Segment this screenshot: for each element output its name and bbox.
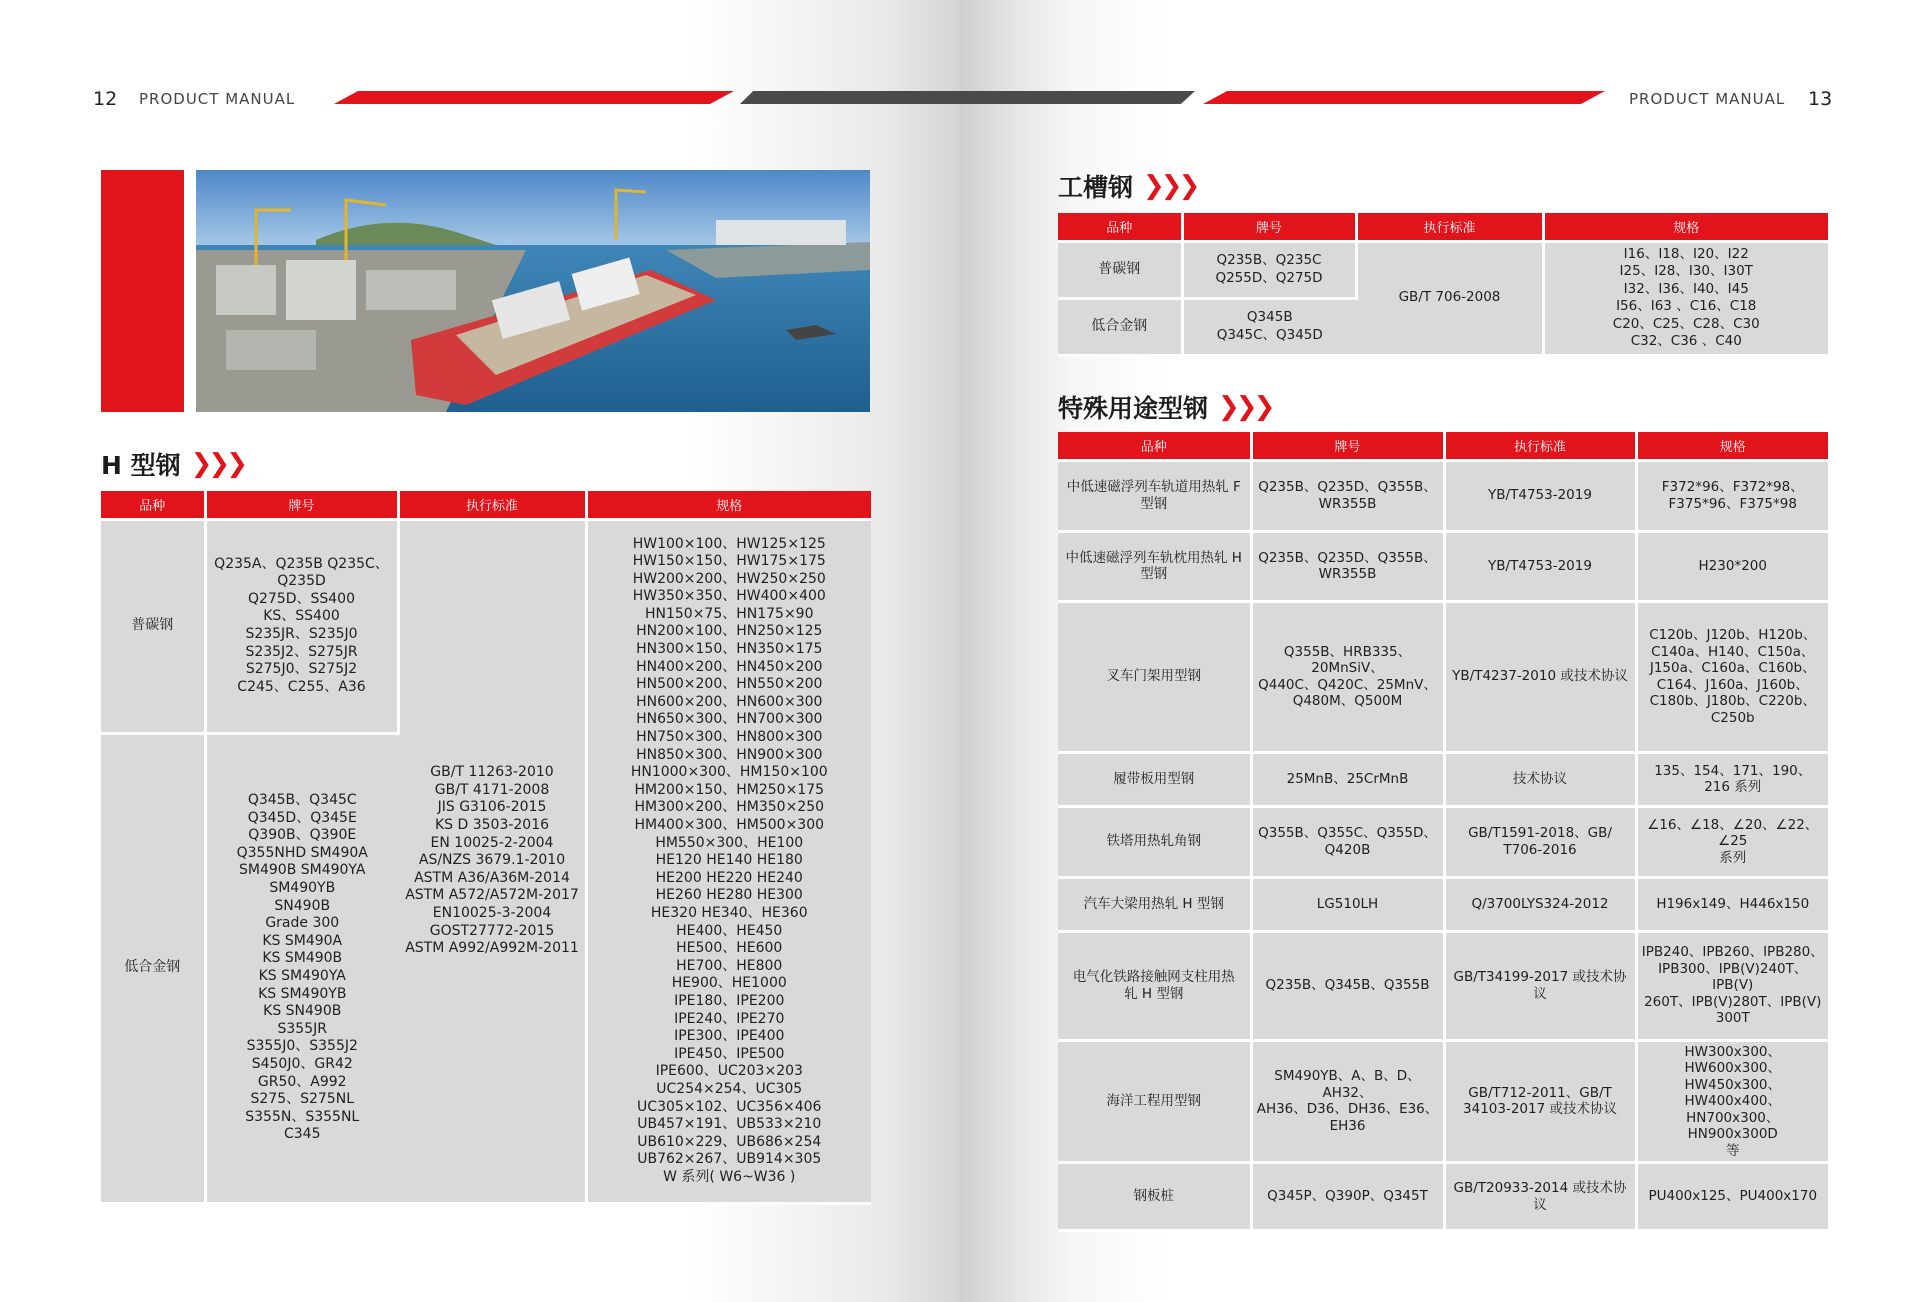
specs-cell: I16、I18、I20、I22 I25、I28、I30、I30T I32、I36、I40、I45 I56、I63 、C16、C18 C20、C25、C28、C30 C32、C36 、C40 <box>1543 241 1828 355</box>
channel-section-title-text: 工槽钢 <box>1058 173 1134 202</box>
standard-cell: GB/T1591-2018、GB/ T706-2016 <box>1444 806 1636 877</box>
table-row <box>1058 601 1828 752</box>
standard-cell: GB/T712-2011、GB/T 34103-2017 或技术协议 <box>1444 1040 1636 1163</box>
special-section-title <box>1058 389 1271 425</box>
channel-section-title <box>1058 168 1196 204</box>
column-header: 牌号 <box>205 491 398 519</box>
channel-steel-table <box>1058 213 1828 357</box>
chevrons-icon: ❯❯❯ <box>1143 171 1197 201</box>
column-header: 规格 <box>586 491 871 519</box>
spec-cell: 135、154、171、190、216 系列 <box>1636 752 1828 806</box>
category-cell: 低合金钢 <box>1058 298 1182 355</box>
table-row <box>1058 1040 1828 1163</box>
shipyard-photo <box>196 170 870 412</box>
grades-cell: Q235A、Q235B Q235C、 Q235D Q275D、SS400 KS、SS400 S235JR、S235J0 S235J2、S275JR S275J0、S275J2 C245、C255、A36 <box>205 519 398 733</box>
column-header: 执行标准 <box>1444 432 1636 460</box>
column-header: 品种 <box>101 491 205 519</box>
standard-cell: GB/T34199-2017 或技术协 议 <box>1444 931 1636 1040</box>
grades-cell: Q345P、Q390P、Q345T <box>1251 1163 1444 1231</box>
special-steel-table <box>1058 432 1828 1232</box>
right-page-number: 13 <box>1808 88 1833 110</box>
spec-cell: PU400x125、PU400x170 <box>1636 1163 1828 1231</box>
chevrons-icon: ❯❯❯ <box>1218 392 1272 422</box>
specs-cell: HW100×100、HW125×125 HW150×150、HW175×175 HW200×200、HW250×250 HW350×350、HW400×400 HN150×75、HN175×90 HN200×100、HN250×125 HN300×150、HN350×175 HN400×200、HN450×200 HN500×200、HN550×200 HN600×200、HN600×300 HN650×300、HN700×300 HN750×300、HN800×300 HN850×300、HN900×300 HN1000×300、HM150×100 HM200×150、HM250×175 HM300×200、HM350×250 HM400×300、HM500×300 HM550×300、HE100 HE120 HE140 HE180 HE200 HE220 HE240 HE260 HE280 HE300 HE320 HE340、HE360 HE400、HE450 HE500、HE600 HE700、HE800 HE900、HE1000 IPE180、IPE200 IPE240、IPE270 IPE300、IPE400 IPE450、IPE500 IPE600、UC203×203 UC254×254、UC305 UC305×102、UC356×406 UB457×191、UB533×210 UB610×229、UB686×254 UB762×267、UB914×305 W 系列( W6~W36 ) <box>586 519 871 1203</box>
category-cell: 普碳钢 <box>101 519 205 733</box>
standards-cell: GB/T 11263-2010 GB/T 4171-2008 JIS G3106-2015 KS D 3503-2016 EN 10025-2-2004 AS/NZS 3679.1-2010 ASTM A36/A36M-2014 ASTM A572/A572M-2017 EN10025-3-2004 GOST27772-2015 ASTM A992/A992M-2011 <box>398 519 586 1203</box>
table-header-row <box>101 491 871 519</box>
spec-cell: H230*200 <box>1636 531 1828 601</box>
h-steel-table <box>101 491 871 1205</box>
column-header: 规格 <box>1636 432 1828 460</box>
spec-cell: IPB240、IPB260、IPB280、 IPB300、IPB(V)240T、IPB(V) 260T、IPB(V)280T、IPB(V) 300T <box>1636 931 1828 1040</box>
column-header: 品种 <box>1058 432 1251 460</box>
column-header: 牌号 <box>1251 432 1444 460</box>
table-row <box>1058 931 1828 1040</box>
standard-cell: GB/T20933-2014 或技术协 议 <box>1444 1163 1636 1231</box>
grades-cell: Q345B Q345C、Q345D <box>1182 298 1356 355</box>
table-row <box>1058 1163 1828 1231</box>
header-stripe-red <box>1203 91 1605 104</box>
category-cell: 海洋工程用型钢 <box>1058 1040 1251 1163</box>
table-row <box>1058 241 1828 298</box>
spec-cell: H196x149、H446x150 <box>1636 877 1828 931</box>
category-cell: 履带板用型钢 <box>1058 752 1251 806</box>
category-cell: 汽车大梁用热轧 H 型钢 <box>1058 877 1251 931</box>
header-stripe-red <box>334 91 734 104</box>
column-header: 牌号 <box>1182 213 1356 241</box>
grades-cell: LG510LH <box>1251 877 1444 931</box>
category-cell: 中低速磁浮列车轨道用热轧 F 型钢 <box>1058 460 1251 531</box>
category-cell: 钢板桩 <box>1058 1163 1251 1231</box>
category-cell: 铁塔用热轧角钢 <box>1058 806 1251 877</box>
photo-accent-block <box>101 170 184 412</box>
category-cell: 低合金钢 <box>101 733 205 1203</box>
grades-cell: Q235B、Q235C Q255D、Q275D <box>1182 241 1356 298</box>
special-section-title-text: 特殊用途型钢 <box>1058 394 1209 423</box>
right-manual-label: PRODUCT MANUAL <box>1629 90 1786 108</box>
header-stripe-dark <box>960 91 1195 104</box>
chevrons-icon: ❯❯❯ <box>190 449 244 479</box>
standard-cell: YB/T4237-2010 或技术协议 <box>1444 601 1636 752</box>
grades-cell: Q235B、Q235D、Q355B、 WR355B <box>1251 531 1444 601</box>
category-cell: 普碳钢 <box>1058 241 1182 298</box>
table-row <box>1058 752 1828 806</box>
category-cell: 叉车门架用型钢 <box>1058 601 1251 752</box>
left-manual-label: PRODUCT MANUAL <box>139 90 296 108</box>
grades-cell: Q345B、Q345C Q345D、Q345E Q390B、Q390E Q355NHD SM490A SM490B SM490YA SM490YB SN490B Grade 300 KS SM490A KS SM490B KS SM490YA KS SM490YB KS SN490B S355JR S355J0、S355J2 S450J0、GR42 GR50、A992 S275、S275NL S355N、S355NL C345 <box>205 733 398 1203</box>
table-header-row <box>1058 213 1828 241</box>
table-header-row <box>1058 432 1828 460</box>
grades-cell: Q235B、Q345B、Q355B <box>1251 931 1444 1040</box>
grades-cell: Q235B、Q235D、Q355B、 WR355B <box>1251 460 1444 531</box>
table-row <box>101 519 871 733</box>
standard-cell: 技术协议 <box>1444 752 1636 806</box>
grades-cell: Q355B、Q355C、Q355D、 Q420B <box>1251 806 1444 877</box>
standard-cell: Q/3700LYS324-2012 <box>1444 877 1636 931</box>
h-section-title-text: H 型钢 <box>101 451 181 480</box>
grades-cell: SM490YB、A、B、D、AH32、 AH36、D36、DH36、E36、 EH36 <box>1251 1040 1444 1163</box>
standards-cell: GB/T 706-2008 <box>1356 241 1543 355</box>
spec-cell: C120b、J120b、H120b、 C140a、H140、C150a、 J150a、C160a、C160b、 C164、J160a、J160b、 C180b、J180b、C220b、 C250b <box>1636 601 1828 752</box>
table-row <box>1058 460 1828 531</box>
header-stripe-dark <box>740 91 960 104</box>
spec-cell: HW300x300、HW600x300、 HW450x300、HW400x400、 HN700x300、HN900x300D 等 <box>1636 1040 1828 1163</box>
grades-cell: 25MnB、25CrMnB <box>1251 752 1444 806</box>
spec-cell: F372*96、F372*98、 F375*96、F375*98 <box>1636 460 1828 531</box>
column-header: 规格 <box>1543 213 1828 241</box>
category-cell: 中低速磁浮列车轨枕用热轧 H 型钢 <box>1058 531 1251 601</box>
column-header: 执行标准 <box>398 491 586 519</box>
column-header: 执行标准 <box>1356 213 1543 241</box>
table-row <box>1058 531 1828 601</box>
spec-cell: ∠16、∠18、∠20、∠22、∠25 系列 <box>1636 806 1828 877</box>
grades-cell: Q355B、HRB335、20MnSiV、 Q440C、Q420C、25MnV、 Q480M、Q500M <box>1251 601 1444 752</box>
category-cell: 电气化铁路接触网支柱用热 轧 H 型钢 <box>1058 931 1251 1040</box>
column-header: 品种 <box>1058 213 1182 241</box>
standard-cell: YB/T4753-2019 <box>1444 460 1636 531</box>
left-page-number: 12 <box>93 88 118 110</box>
h-section-title <box>101 446 244 482</box>
standard-cell: YB/T4753-2019 <box>1444 531 1636 601</box>
table-row <box>1058 877 1828 931</box>
table-row <box>1058 806 1828 877</box>
